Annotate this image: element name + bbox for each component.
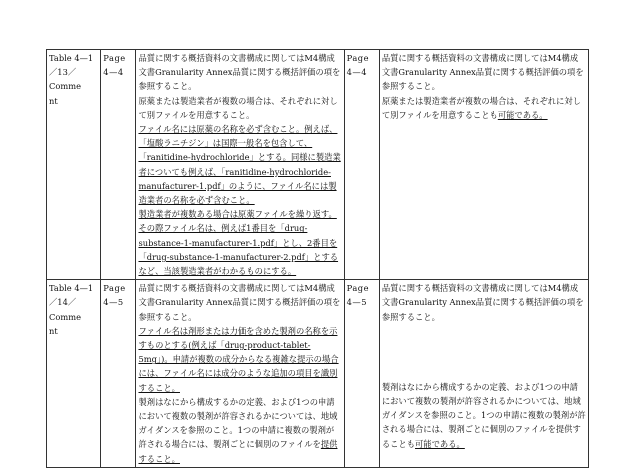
page-ref-right: Page 4—4 xyxy=(344,50,379,280)
revised-text-cell xyxy=(379,280,588,468)
table-row xyxy=(47,280,589,468)
paragraph-underlined: ファイル名は剤形または力価を含めた製剤の名称を示すものとする(例えば「drug-product-tablet-5mg」)。申請が複数の成分からなる複雑な提示の場合には、ファイル名には成分のような追加の項目を識別すること。 xyxy=(138,325,339,393)
paragraph: 品質に関する概括資料の文書構成に関してはM4構成文書Granularity Annex品質に関する概括評価の項を参照すること。 xyxy=(381,53,584,92)
paragraph: 製剤はなにから構成するかの定義、および1つの申請において複数の製剤が許容されるかについては、地域ガイダンスを参照のこと。1つの申請に複数の製剤が許される場合には、製剤ごとに個別のファイルを提供することも可能である。 xyxy=(381,381,586,449)
paragraph: 原薬または製造業者が複数の場合は、それぞれに対して別ファイルを用意することも可能である。 xyxy=(381,95,581,120)
paragraph: 原薬または製造業者が複数の場合は、それぞれに対して別ファイルを用意すること。 xyxy=(138,95,338,120)
page-ref-left: Page 4—4 xyxy=(101,50,136,280)
paragraph: 品質に関する概括資料の文書構成に関してはM4構成文書Granularity Annex品質に関する概括評価の項を参照すること。 xyxy=(138,53,341,92)
paragraph: 品質に関する概括資料の文書構成に関してはM4構成文書Granularity Annex品質に関する概括評価の項を参照すること。 xyxy=(381,283,584,322)
paragraph-underlined: 製造業者が複数ある場合は原薬ファイルを繰り返す。その際ファイル名は、例えば1番目を「drug-substance-1-manufacturer-1.pdf」とし、2番目を「drug-substance-1-manufacturer-2.pdf」とするなど、当該製造業者がわかるものにする。 xyxy=(138,209,339,277)
original-text-cell xyxy=(136,280,344,468)
paragraph: 品質に関する概括資料の文書構成に関してはM4構成文書Granularity Annex品質に関する概括評価の項を参照すること。 xyxy=(138,283,341,322)
page-ref-left: Page 4—5 xyxy=(101,280,136,468)
row-identifier: Table 4—1 ／13／Comme nt xyxy=(47,50,101,280)
row-identifier: Table 4—1 ／14／Comme nt xyxy=(47,280,101,468)
paragraph-underlined: ファイル名には原薬の名称を必ず含むこと。例えば、「塩酸ラニチジン」は国際一般名を包含して、「ranitidine-hydrochloride」とする。同様に製造業者についても例えば、「ranitidine-hydrochloride-manufacturer-1.pdf」のように、ファイル名には製造業者の名称を必ず含むこと。 xyxy=(138,124,341,206)
table-row xyxy=(47,50,589,280)
comparison-table xyxy=(46,49,589,468)
original-text-cell xyxy=(136,50,344,280)
page-ref-right: Page 4—5 xyxy=(344,280,379,468)
revised-text-cell xyxy=(379,50,588,280)
spacer xyxy=(382,324,586,380)
paragraph: 製剤はなにから構成するかの定義、および1つの申請において複数の製剤が許容されるかについては、地域ガイダンスを参照のこと。1つの申請に複数の製剤が許される場合には、製剤ごとに個別のファイルを提供すること。 xyxy=(138,396,338,464)
